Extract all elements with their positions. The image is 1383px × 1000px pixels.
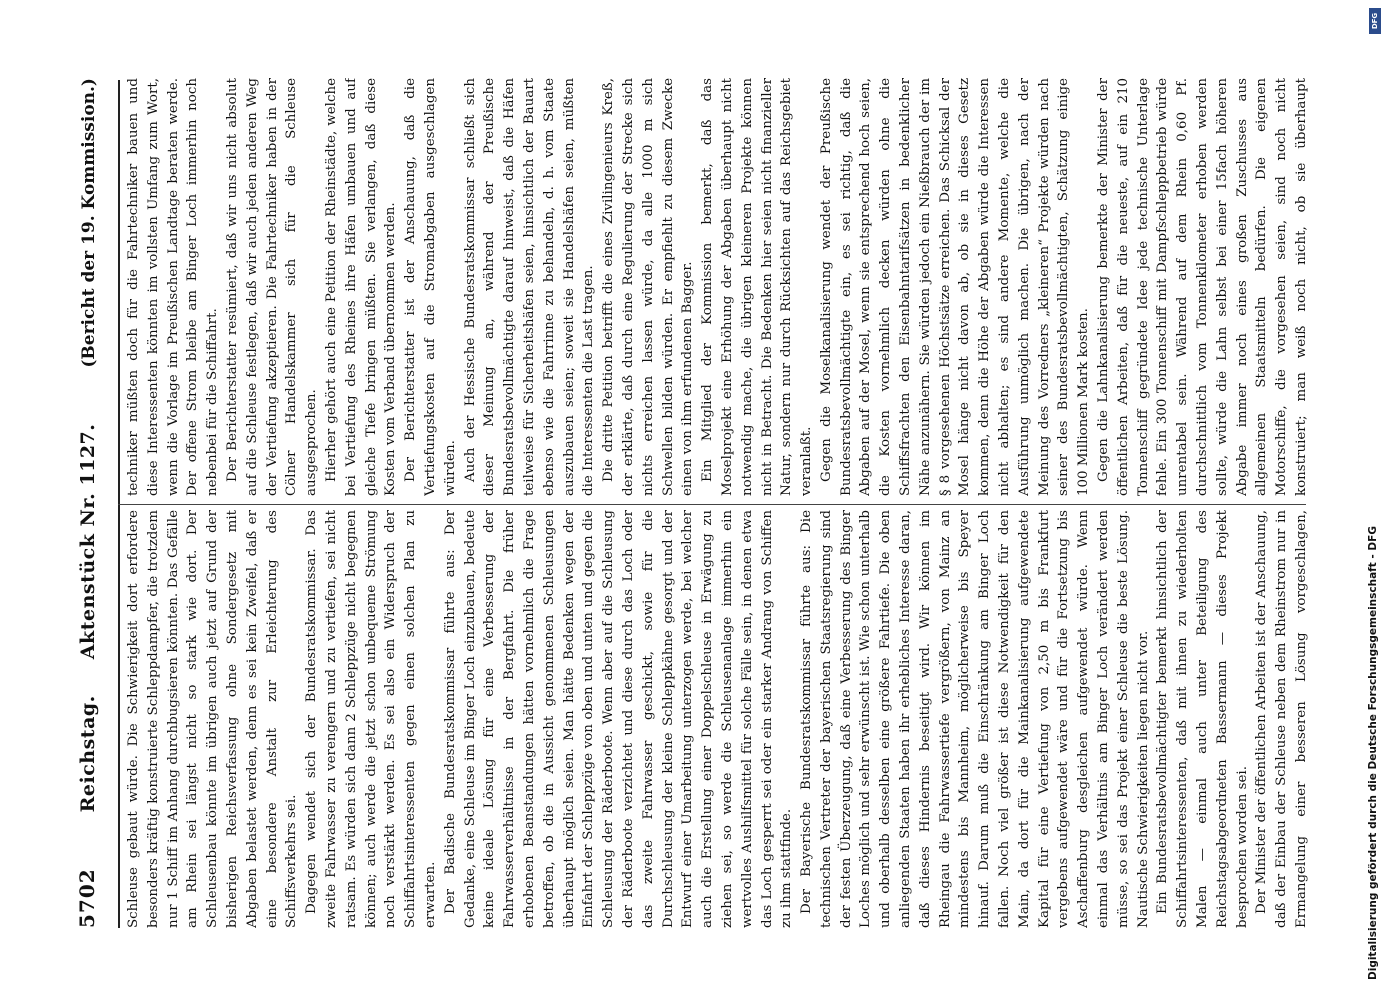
paragraph: Der Badische Bundesratskommissar führte aus: Der Gedanke, eine Schleuse im Binger Loch einzubauen, bedeute keine ideale Lösung für eine Verbesserung der Fahrwasserverhältnisse in der Bergfahrt. Die früher erhobenen Beanstandungen hätten vornehmlich die Frage betroffen, ob die in Aussicht genommenen Schleusungen überhaupt möglich seien. Man hätte Bedenken wegen der Einfahrt der Schleppzüge von oben und unten und gegen die Schleusung der Räderboote. Wenn aber auf die Schleusung der Räderboote verzichtet und diese durch das Loch oder das zweite Fahrwasser geschickt, sowie für die Durchschleusung der kleine Schleppkähne gesorgt und der Entwurf einer Umarbeitung unterzogen werde, bei welcher auch die Erstellung einer Doppelschleuse in Erwägung zu ziehen sei, so werde die Schleusenanlage immerhin ein wertvolles Aushilfsmittel für solche Fälle sein, in denen etwa das Loch gesperrt sei oder ein starker Andrang von Schiffen zu ihm stattfinde. bbox=[442, 510, 795, 928]
paragraph: Die dritte Petition betrifft die eines Zivilingenieurs Kreß, der erklärte, daß durch eine Regulierung der Strecke sich nichts erreichen lassen würde, da alle 1000 m sich Schwellen bilden würden. Er empfiehlt zu diesem Zwecke einen von ihm erfundenen Bagger. bbox=[601, 78, 696, 496]
publication-name: Reichstag. bbox=[77, 695, 99, 813]
paragraph: techniker müßten doch für die Fahrtechniker bauen und diese Interessenten könnten im vollsten Umfang zum Wort, wenn die Vorlage im Preußischen Landtage beraten werde. Der offene Strom bleibe am Binger Loch immerhin noch nebenbei für die Schiffahrt. bbox=[126, 78, 221, 496]
paragraph: Der Minister der öffentlichen Arbeiten ist der Anschauung, daß der Einbau der Schleuse neben dem Rheinstrom nur in Ermangelung einer besseren Lösung vorgeschlagen, bbox=[1254, 510, 1309, 928]
digitization-credit: Digitalisierung gefördert durch die Deutsche Forschungsgemeinschaft - DFG bbox=[1367, 526, 1379, 980]
paragraph: Der Berichterstatter ist der Anschauung, daß die Vertiefungskosten auf die Stromabgaben ausgeschlagen würden. bbox=[403, 78, 458, 496]
paragraph: Der Berichterstatter resümiert, daß wir uns nicht absolut auf die Schleuse festlegen, daß wir auch jeden anderen Weg der Vertiefung akzeptieren. Die Fahrtechniker haben in der Cölner Handelskammer sich für die Schleuse ausgesprochen. bbox=[224, 78, 320, 496]
paragraph: Hierher gehört auch eine Petition der Rheinstädte, welche bei Vertiefung des Rheines ihre Häfen umbauen und auf gleiche Tiefe bringen müßten. Sie verlangen, daß diese Kosten vom Verband übernommen werden. bbox=[323, 78, 399, 496]
paragraph: Gegen die Lahnkanalisierung bemerkte der Minister der öffentlichen Arbeiten, daß für die neueste, auf ein 210 Tonnenschiff gegründete Idee jede technische Unterlage fehle. Ein 300 Tonnenschiff mit Dampfschleppbetrieb würde unrentabel sein. Während auf dem Rhein 0,60 Pf. durchschnittlich vom Tonnenkilometer erhoben werden sollte, würde die Lahn selbst bei einer 15fach höheren Abgabe immer noch eines großen Zuschusses aus allgemeinen Staatsmitteln bedürfen. Die eigenen Motorschiffe, die vorgesehen seien, sind noch nicht konstruiert; man weiß noch nicht, ob sie überhaupt bbox=[1096, 78, 1309, 496]
paragraph: Auch der Hessische Bundesratskommissar schließt sich dieser Meinung an, während der Preußische Bundesratsbevollmächtigte darauf hinweist, daß die Häfen teilweise für Sicherheitshäfen seien, hinsichtlich der Bauart ebenso wie die Fahrrinne zu behandeln, d. h. vom Staate auszubauen seien; soweit sie Handelshäfen seien, müßten die Interessenten die Last tragen. bbox=[462, 78, 597, 496]
page-number: 5702 bbox=[75, 868, 99, 928]
document-number: Aktenstück Nr. 1127. bbox=[77, 423, 99, 660]
column-divider bbox=[118, 504, 1306, 505]
page-header bbox=[75, 78, 115, 928]
paragraph: Gegen die Moselkanalisierung wendet der Preußische Bundesratsbevollmächtigte ein, es sei richtig, daß die Abgaben auf der Mosel, wenn sie entsprechend hoch seien, die Kosten vornehmlich decken würden ohne die Schiffsfrachten den Eisenbahntarifsätzen in bedenklicher Nähe anzunähern. Sie würden jedoch ein Nießbrauch der im § 8 vorgesehenen Höchstsätze erreichen. Das Schicksal der Mosel hänge nicht davon ab, ob sie in dieses Gesetz kommen, denn die Höhe der Abgaben würde die Interessen nicht abhalten; es sind andere Momente, welche die Ausführung unmöglich machen. Die übrigen, nach der Meinung des Vorredners „kleineren“ Projekte würden nach seiner des Bundesratsbevollmächtigten, Schätzung einige 100 Millionen Mark kosten. bbox=[818, 78, 1092, 496]
right-column bbox=[124, 78, 1309, 496]
report-title: (Bericht der 19. Kommission.) bbox=[79, 78, 99, 368]
paragraph: Schleuse gebaut würde. Die Schwierigkeit dort erfordere besonders kräftig konstruierte Schleppdampfer, die trotzdem nur 1 Schiff im Anhang durchbugsieren könnten. Das Gefälle am Rhein sei längst nicht so stark wie dort. Der Schleusenbau könnte im übrigen auch jetzt auf Grund der bisherigen Reichsverfassung ohne Sondergesetz mit Abgaben belastet werden, denn es sei kein Zweifel, daß er eine besondere Anstalt zur Erleichterung des Schiffsverkehrs sei. bbox=[126, 510, 300, 928]
paragraph: Ein Mitglied der Kommission bemerkt, daß das Moselprojekt eine Erhöhung der Abgaben überhaupt nicht notwendig mache, die übrigen kleineren Projekte können nicht in Betracht. Die Bedenken hier seien nicht finanzieller Natur, sondern nur durch Rücksichten auf das Reichsgebiet veranlaßt. bbox=[700, 78, 815, 496]
paragraph: Dagegen wendet sich der Bundesratskommissar. Das zweite Fahrwasser zu verengern und zu vertiefen, sei nicht ratsam. Es würden sich dann 2 Schleppzüge nicht begegnen können; auch werde die jetzt schon unbequeme Strömung noch verstärkt werden. Es sei also ein Widerspruch der Schiffahrtsinteressenten gegen einen solchen Plan zu erwarten. bbox=[304, 510, 438, 928]
dfg-logo: DFG bbox=[1369, 8, 1381, 34]
header-title bbox=[77, 424, 99, 813]
left-column bbox=[124, 510, 1309, 928]
paragraph: Ein Bundesratsbevollmächtigter bemerkt hinsichtlich der Schiffahrtsinteressenten, daß mit ihnen zu wiederholten Malen — einmal auch unter Beteiligung des Reichstagsabgeordneten Bassermann — dieses Projekt besprochen worden sei. bbox=[1155, 510, 1250, 928]
paragraph: Der Bayerische Bundesratskommissar führte aus: Die technischen Vertreter der bayerischen Staatsregierung sind der festen Überzeugung, daß eine Verbesserung des Binger Loches möglich und sehr erwünscht ist. Wie schon unterhalb und oberhalb desselben eine größere Fahrtiefe. Die oben anliegenden Staaten haben ihr erhebliches Interesse daran, daß dieses Hindernis beseitigt wird. Wir können im Rheingau die Fahrwassertiefe vergrößern, von Mainz an mindestens bis Mannheim, möglicherweise bis Speyer hinauf. Darum muß die Einschränkung am Binger Loch fallen. Noch viel größer ist diese Notwendigkeit für den Main, da dort für die Mainkanalisierung aufgewendete Kapital für eine Vertiefung von 2,50 m bis Frankfurt vergebens aufgewendet wäre und für die Fortsetzung bis Aschaffenburg desgleichen aufgewendet würde. Wenn einmal das Verhältnis am Binger Loch verändert werden müsse, so sei das Projekt einer Schleuse die beste Lösung. Nautische Schwierigkeiten liegen nicht vor. bbox=[799, 510, 1151, 928]
